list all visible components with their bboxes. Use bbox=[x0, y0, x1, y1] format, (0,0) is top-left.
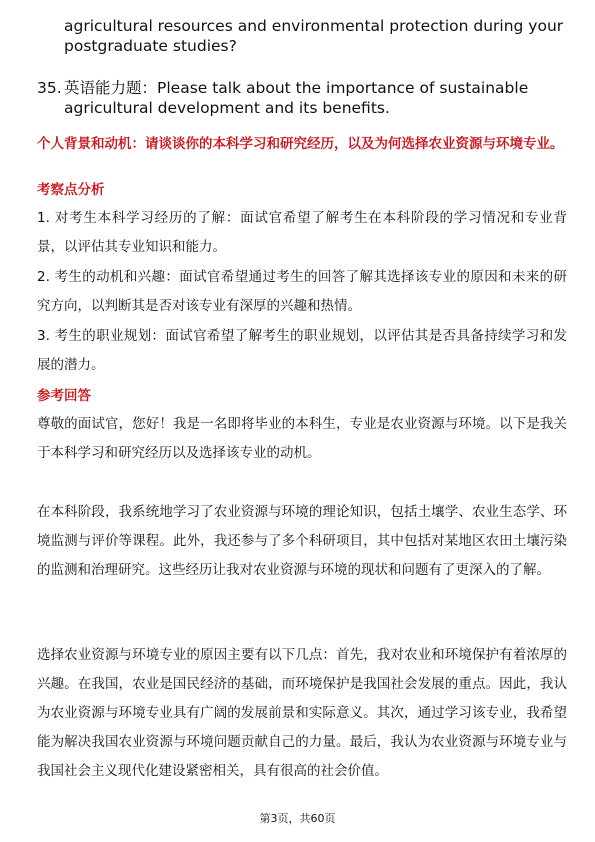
analysis-item-1: 1. 对考生本科学习经历的了解：面试官希望了解考生在本科阶段的学习情况和专业背景，以评估其专业知识和能力。 bbox=[37, 210, 567, 255]
reference-paragraph-1: 尊敬的面试官，您好！我是一名即将毕业的本科生，专业是农业资源与环境。以下是我关于本科学习和研究经历以及选择该专业的动机。 bbox=[37, 416, 567, 461]
reference-heading: 参考回答 bbox=[37, 388, 91, 404]
previous-question-continuation: agricultural resources and environmental protection during your postgraduate studies? bbox=[64, 17, 564, 55]
section-title: 个人背景和动机：请谈谈你的本科学习和研究经历，以及为何选择农业资源与环境专业。 bbox=[37, 136, 564, 152]
reference-paragraph-2: 在本科阶段，我系统地学习了农业资源与环境的理论知识，包括土壤学、农业生态学、环境监测与评价等课程。此外，我还参与了多个科研项目，其中包括对某地区农田土壤污染的监测和治理研究。这些经历让我对农业资源与环境的现状和问题有了更深入的了解。 bbox=[37, 504, 567, 578]
analysis-item-3: 3. 考生的职业规划：面试官希望了解考生的职业规划，以评估其是否具备持续学习和发展的潜力。 bbox=[37, 328, 567, 373]
analysis-item-2: 2. 考生的动机和兴趣：面试官希望通过考生的回答了解其选择该专业的原因和未来的研究方向，以判断其是否对该专业有深厚的兴趣和热情。 bbox=[37, 269, 567, 314]
question-number: 35. bbox=[37, 79, 62, 97]
page-footer: 第3页，共60页 bbox=[259, 812, 336, 825]
question-text: 英语能力题：Please talk about the importance of sustainable agricultural development and its benefits. bbox=[64, 79, 529, 117]
analysis-heading: 考察点分析 bbox=[37, 182, 105, 198]
reference-paragraph-3: 选择农业资源与环境专业的原因主要有以下几点：首先，我对农业和环境保护有着浓厚的兴趣。在我国，农业是国民经济的基础，而环境保护是我国社会发展的重点。因此，我认为农业资源与环境专业具有广阔的发展前景和实际意义。其次，通过学习该专业，我希望能为解决我国农业资源与环境问题贡献自己的力量。最后，我认为农业资源与环境专业与我国社会主义现代化建设紧密相关，具有很高的社会价值。 bbox=[37, 647, 567, 779]
